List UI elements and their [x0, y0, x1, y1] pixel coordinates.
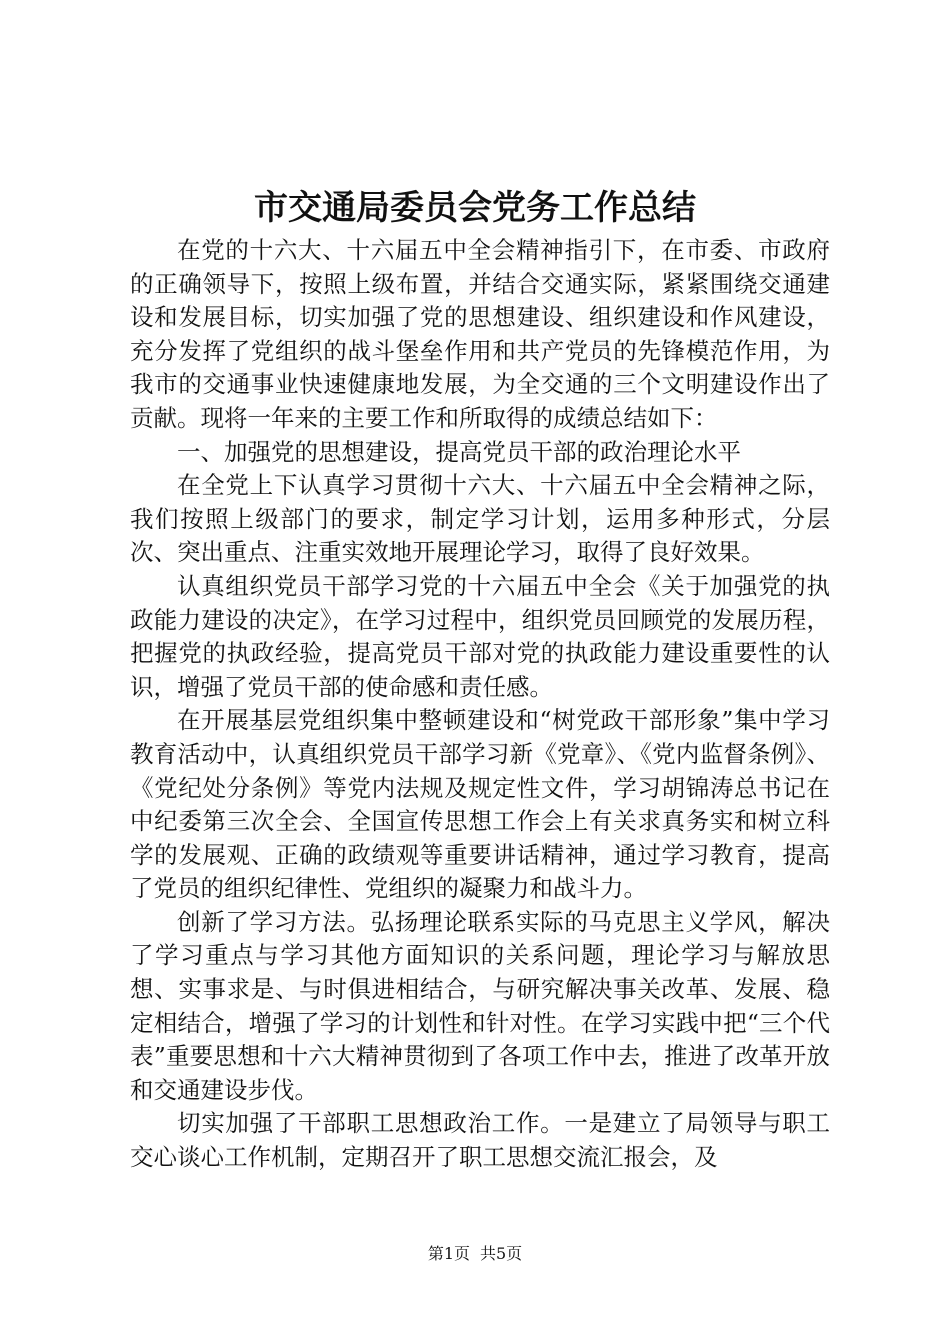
page-total: 共5页: [480, 1244, 523, 1263]
paragraph-decision: 认真组织党员干部学习党的十六届五中全会《关于加强党的执政能力建设的决定》，在学习过程中，组织党员回顾党的发展历程，把握党的执政经验，提高党员干部对党的执政能力建设重要性的认识，增强了党员干部的使命感和责任感。: [130, 571, 830, 701]
paragraph-intro: 在党的十六大、十六届五中全会精神指引下，在市委、市政府的正确领导下，按照上级布置，并结合交通实际，紧紧围绕交通建设和发展目标，切实加强了党的思想建设、组织建设和作风建设，充分发挥了党组织的战斗堡垒作用和共产党员的先锋模范作用，为我市的交通事业快速健康地发展，为全交通的三个文明建设作出了贡献。现将一年来的主要工作和所取得的成绩总结如下：: [130, 236, 830, 432]
paragraph-method: 创新了学习方法。弘扬理论联系实际的马克思主义学风，解决了学习重点与学习其他方面知识的关系问题，理论学习与解放思想、实事求是、与时俱进相结合，与研究解决事关改革、发展、稳定相结合，增强了学习的计划性和针对性。在学习实践中把“三个代表”重要思想和十六大精神贯彻到了各项工作中去，推进了改革开放和交通建设步伐。: [130, 907, 830, 1104]
document-title: 市交通局委员会党务工作总结: [254, 188, 696, 228]
paragraph-rectification: 在开展基层党组织集中整顿建设和“树党政干部形象”集中学习教育活动中，认真组织党员干部学习新《党章》、《党内监督条例》、《党纪处分条例》等党内法规及规定性文件，学习胡锦涛总书记在中纪委第三次全会、全国宣传思想工作会上有关求真务实和树立科学的发展观、正确的政绩观等重要讲话精神，通过学习教育，提高了党员的组织纪律性、党组织的凝聚力和战斗力。: [130, 706, 830, 903]
page-number: 第1页: [427, 1244, 470, 1263]
page-footer: [0, 1244, 950, 1264]
document-body: [130, 234, 830, 1175]
section-heading-1: 一、加强党的思想建设，提高党员干部的政治理论水平: [177, 437, 741, 466]
paragraph-ideology-work: 切实加强了干部职工思想政治工作。一是建立了局领导与职工交心谈心工作机制，定期召开了职工思想交流汇报会，及: [130, 1109, 830, 1172]
paragraph-study: 在全党上下认真学习贯彻十六大、十六届五中全会精神之际，我们按照上级部门的要求，制定学习计划，运用多种形式，分层次、突出重点、注重实效地开展理论学习，取得了良好效果。: [130, 471, 830, 567]
